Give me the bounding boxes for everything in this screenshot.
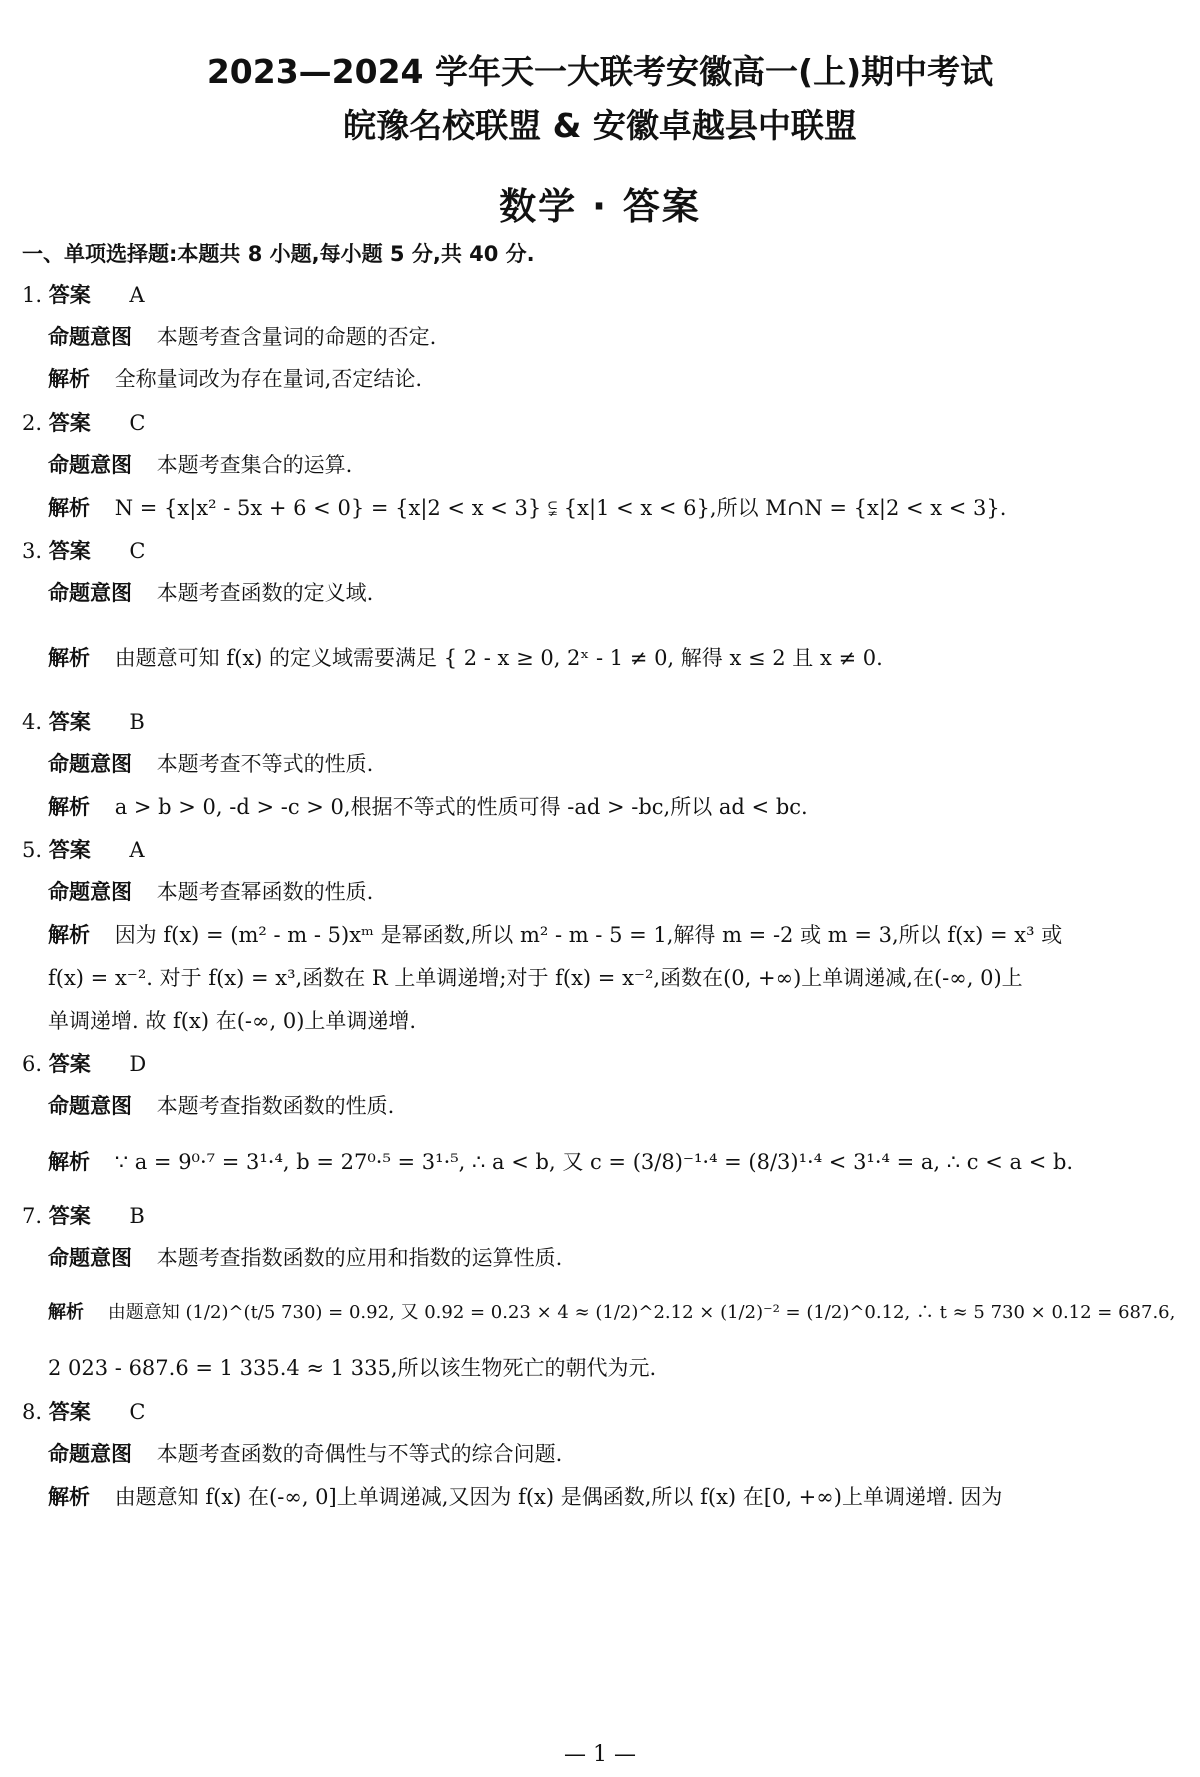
- question-6-analysis: [48, 1147, 1073, 1177]
- analysis-text: N = {x|x² - 5x + 6 < 0} = {x|2 < x < 3} ⫋ {x|1 < x < 6},所以 M∩N = {x|2 < x < 3}.: [114, 496, 1007, 520]
- question-8-answer: [22, 1397, 146, 1427]
- answer-value: C: [129, 411, 146, 435]
- intent-label: 命题意图: [48, 1246, 132, 1270]
- intent-text: 本题考查指数函数的性质.: [156, 1094, 395, 1118]
- answer-value: D: [129, 1052, 147, 1076]
- answer-label: 答案: [48, 1052, 91, 1076]
- intent-label: 命题意图: [48, 1442, 132, 1466]
- answer-label: 答案: [48, 411, 91, 435]
- question-number: 3.: [22, 539, 43, 563]
- answer-value: A: [129, 283, 145, 307]
- intent-text: 本题考查集合的运算.: [156, 453, 353, 477]
- question-3-analysis: [48, 643, 883, 673]
- document-subtitle: 皖豫名校联盟 & 安徽卓越县中联盟: [343, 106, 857, 145]
- question-number: 7.: [22, 1204, 43, 1228]
- question-3-answer: [22, 536, 146, 566]
- question-number: 8.: [22, 1400, 43, 1424]
- page-number: — 1 —: [564, 1742, 636, 1767]
- intent-label: 命题意图: [48, 581, 132, 605]
- intent-label: 命题意图: [48, 1094, 132, 1118]
- analysis-text: 全称量词改为存在量词,否定结论.: [114, 367, 423, 391]
- question-6-answer: [22, 1049, 146, 1079]
- question-5-analysis: [48, 920, 1062, 950]
- analysis-label: 解析: [48, 496, 90, 520]
- question-number: 6.: [22, 1052, 43, 1076]
- question-number: 2.: [22, 411, 43, 435]
- question-4-analysis: [48, 792, 808, 822]
- question-5-intent: [48, 877, 373, 907]
- question-2-answer: [22, 408, 146, 438]
- intent-text: 本题考查幂函数的性质.: [156, 880, 374, 904]
- question-1-analysis: [48, 364, 422, 394]
- question-3-intent: [48, 578, 373, 608]
- answer-label: 答案: [48, 838, 91, 862]
- analysis-text: 由题意可知 f(x) 的定义域需要满足 { 2 - x ≥ 0, 2ˣ - 1 ≠ 0, 解得 x ≤ 2 且 x ≠ 0.: [114, 646, 883, 670]
- question-number: 1.: [22, 283, 43, 307]
- analysis-label: 解析: [48, 1302, 84, 1323]
- question-5-analysis-cont-2: 单调递增. 故 f(x) 在(-∞, 0)上单调递增.: [48, 1009, 417, 1033]
- question-7-analysis: [48, 1298, 1175, 1328]
- intent-text: 本题考查不等式的性质.: [156, 752, 374, 776]
- question-6-intent: [48, 1091, 394, 1121]
- question-5-analysis-cont-1: f(x) = x⁻². 对于 f(x) = x³,函数在 R 上单调递增;对于 f(x) = x⁻²,函数在(0, +∞)上单调递减,在(-∞, 0)上: [48, 966, 1023, 990]
- analysis-label: 解析: [48, 795, 90, 819]
- analysis-label: 解析: [48, 923, 90, 947]
- question-2-intent: [48, 450, 352, 480]
- question-5-answer: [22, 835, 145, 865]
- answer-value: B: [129, 1204, 145, 1228]
- intent-label: 命题意图: [48, 880, 132, 904]
- analysis-label: 解析: [48, 646, 90, 670]
- analysis-text: ∵ a = 9⁰·⁷ = 3¹·⁴, b = 27⁰·⁵ = 3¹·⁵, ∴ a < b, 又 c = (3/8)⁻¹·⁴ = (8/3)¹·⁴ < 3¹·⁴ = a, ∴ c < a < b.: [114, 1150, 1074, 1174]
- intent-text: 本题考查含量词的命题的否定.: [156, 325, 437, 349]
- question-4-answer: [22, 707, 145, 737]
- analysis-label: 解析: [48, 367, 90, 391]
- question-7-analysis-cont: 2 023 - 687.6 = 1 335.4 ≈ 1 335,所以该生物死亡的朝代为元.: [48, 1356, 657, 1380]
- answer-label: 答案: [48, 710, 91, 734]
- analysis-text: 由题意知 (1/2)^(t/5 730) = 0.92, 又 0.92 = 0.23 × 4 ≈ (1/2)^2.12 × (1/2)⁻² = (1/2)^0.12, ∴ t ≈ 5 730 × 0.12 = 687.6,: [107, 1302, 1176, 1323]
- question-7-answer: [22, 1201, 145, 1231]
- intent-text: 本题考查函数的定义域.: [156, 581, 374, 605]
- question-7-intent: [48, 1243, 562, 1273]
- intent-label: 命题意图: [48, 325, 132, 349]
- analysis-text: a > b > 0, -d > -c > 0,根据不等式的性质可得 -ad > -bc,所以 ad < bc.: [114, 795, 808, 819]
- intent-text: 本题考查函数的奇偶性与不等式的综合问题.: [156, 1442, 563, 1466]
- intent-text: 本题考查指数函数的应用和指数的运算性质.: [156, 1246, 563, 1270]
- answer-value: C: [129, 539, 146, 563]
- intent-label: 命题意图: [48, 453, 132, 477]
- analysis-text: 由题意知 f(x) 在(-∞, 0]上单调递减,又因为 f(x) 是偶函数,所以 f(x) 在[0, +∞)上单调递增. 因为: [114, 1485, 1003, 1509]
- question-number: 5.: [22, 838, 43, 862]
- question-1-intent: [48, 322, 436, 352]
- intent-label: 命题意图: [48, 752, 132, 776]
- answer-value: A: [129, 838, 145, 862]
- question-2-analysis: [48, 493, 1006, 523]
- analysis-label: 解析: [48, 1485, 90, 1509]
- section-heading: 一、单项选择题:本题共 8 小题,每小题 5 分,共 40 分.: [22, 242, 535, 266]
- answer-label: 答案: [48, 283, 91, 307]
- analysis-text: 因为 f(x) = (m² - m - 5)xᵐ 是幂函数,所以 m² - m - 5 = 1,解得 m = -2 或 m = 3,所以 f(x) = x³ 或: [114, 923, 1063, 947]
- document-title: 2023—2024 学年天一大联考安徽高一(上)期中考试: [206, 52, 994, 91]
- answer-value: B: [129, 710, 145, 734]
- subject-heading: 数学 · 答案: [499, 185, 701, 228]
- question-4-intent: [48, 749, 373, 779]
- answer-value: C: [129, 1400, 146, 1424]
- question-8-intent: [48, 1439, 562, 1469]
- answer-label: 答案: [48, 1400, 91, 1424]
- answer-label: 答案: [48, 1204, 91, 1228]
- answer-label: 答案: [48, 539, 91, 563]
- analysis-label: 解析: [48, 1150, 90, 1174]
- question-1-answer: [22, 280, 145, 310]
- question-8-analysis: [48, 1482, 1002, 1512]
- question-number: 4.: [22, 710, 43, 734]
